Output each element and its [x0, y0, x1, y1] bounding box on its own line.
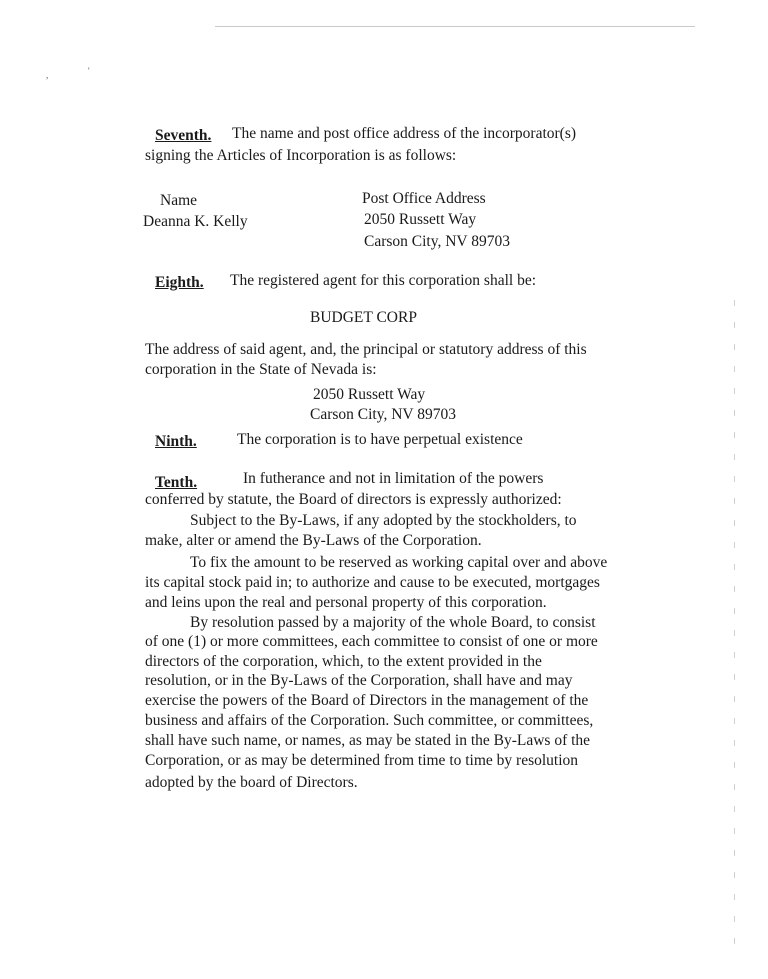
tenth-line: resolution, or in the By-Laws of the Corporation, shall have and may — [145, 672, 573, 689]
registered-agent-name: BUDGET CORP — [310, 309, 417, 326]
eighth-address-text-line1: The address of said agent, and, the principal or statutory address of this — [145, 341, 587, 358]
seventh-heading: Seventh. — [155, 127, 212, 144]
tenth-line: Subject to the By-Laws, if any adopted by the stockholders, to — [190, 512, 577, 529]
tenth-heading: Tenth. — [155, 474, 198, 491]
tenth-line: adopted by the board of Directors. — [145, 774, 358, 791]
tenth-line: By resolution passed by a majority of the whole Board, to consist — [190, 614, 596, 631]
agent-address-line2: Carson City, NV 89703 — [310, 406, 456, 423]
incorporator-address-line2: Carson City, NV 89703 — [364, 233, 510, 250]
tenth-line: its capital stock paid in; to authorize and cause to be executed, mortgages — [145, 574, 600, 591]
tenth-line: In futherance and not in limitation of the powers — [243, 470, 544, 487]
tenth-line: exercise the powers of the Board of Directors in the management of the — [145, 692, 589, 709]
ninth-text: The corporation is to have perpetual existence — [237, 431, 523, 448]
tenth-line: conferred by statute, the Board of directors is expressly authorized: — [145, 491, 562, 508]
incorporator-name: Deanna K. Kelly — [143, 213, 248, 230]
seventh-text-line1: The name and post office address of the incorporator(s) — [232, 125, 577, 142]
scan-artifact-line — [215, 26, 695, 27]
eighth-heading: Eighth. — [155, 274, 204, 291]
eighth-address-text-line2: corporation in the State of Nevada is: — [145, 361, 377, 378]
tenth-line: directors of the corporation, which, to the extent provided in the — [145, 653, 542, 670]
name-column-header: Name — [160, 192, 198, 209]
tenth-line: To fix the amount to be reserved as working capital over and above — [190, 554, 608, 571]
ninth-heading: Ninth. — [155, 433, 197, 450]
agent-address-line1: 2050 Russett Way — [313, 386, 426, 403]
eighth-text: The registered agent for this corporation shall be: — [230, 272, 537, 289]
tenth-line: make, alter or amend the By-Laws of the Corporation. — [145, 532, 482, 549]
scan-speck: ' — [88, 66, 90, 76]
tenth-line: and leins upon the real and personal property of this corporation. — [145, 594, 547, 611]
tenth-line: shall have such name, or names, as may be stated in the By-Laws of the — [145, 732, 591, 749]
tenth-line: business and affairs of the Corporation. Such committee, or committees, — [145, 712, 594, 729]
tenth-line: of one (1) or more committees, each committee to consist of one or more — [145, 633, 598, 650]
incorporator-address-line1: 2050 Russett Way — [364, 211, 477, 228]
scan-speck: , — [46, 70, 49, 80]
address-column-header: Post Office Address — [362, 190, 486, 207]
seventh-text-line2: signing the Articles of Incorporation is as follows: — [145, 147, 457, 164]
scan-edge-artifact — [734, 300, 735, 960]
tenth-line: Corporation, or as may be determined from time to time by resolution — [145, 752, 579, 769]
